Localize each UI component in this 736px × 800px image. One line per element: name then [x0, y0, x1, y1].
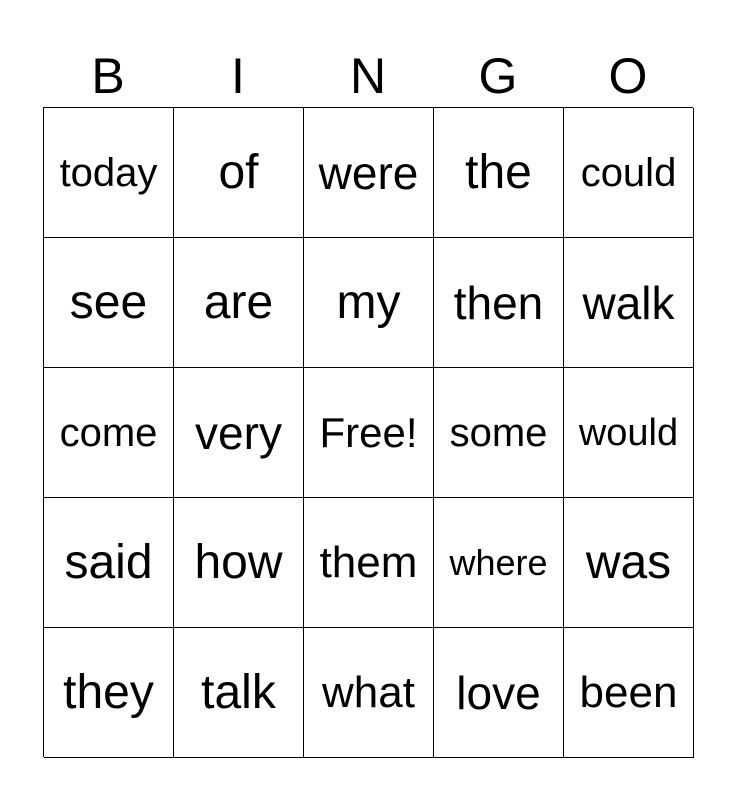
bingo-cell: would — [564, 368, 694, 498]
bingo-cell: were — [304, 108, 434, 238]
bingo-cell: some — [434, 368, 564, 498]
bingo-cell: them — [304, 498, 434, 628]
header-letter-i: I — [231, 48, 245, 104]
header-letter-o: O — [608, 48, 648, 104]
bingo-cell: said — [44, 498, 174, 628]
bingo-cell: come — [44, 368, 174, 498]
bingo-cell: could — [564, 108, 694, 238]
bingo-cell: talk — [174, 628, 304, 758]
bingo-cell: of — [174, 108, 304, 238]
bingo-cell: how — [174, 498, 304, 628]
bingo-board — [43, 107, 693, 757]
bingo-cell: my — [304, 238, 434, 368]
bingo-cell: very — [174, 368, 304, 498]
bingo-cell: the — [434, 108, 564, 238]
header-letter-g: G — [478, 48, 518, 104]
bingo-header — [43, 44, 693, 108]
bingo-cell: are — [174, 238, 304, 368]
bingo-cell: been — [564, 628, 694, 758]
bingo-cell: where — [434, 498, 564, 628]
bingo-cell: see — [44, 238, 174, 368]
bingo-cell: love — [434, 628, 564, 758]
bingo-cell: they — [44, 628, 174, 758]
header-letter-b: B — [91, 48, 125, 104]
bingo-cell: walk — [564, 238, 694, 368]
bingo-cell: today — [44, 108, 174, 238]
bingo-cell-free-space: Free! — [304, 368, 434, 498]
bingo-cell: then — [434, 238, 564, 368]
bingo-cell: what — [304, 628, 434, 758]
header-letter-n: N — [349, 48, 387, 104]
bingo-cell: was — [564, 498, 694, 628]
